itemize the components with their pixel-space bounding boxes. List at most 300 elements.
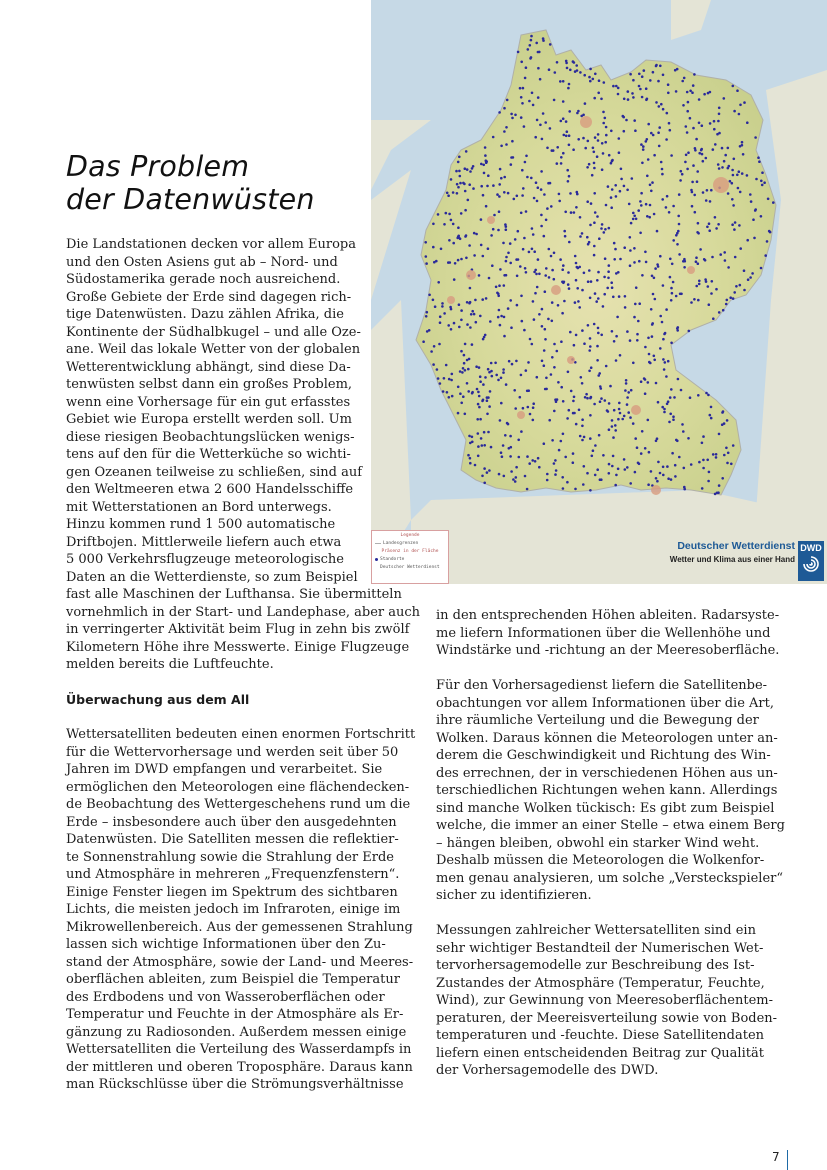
- station-dot: [478, 395, 481, 398]
- station-dot: [436, 368, 439, 371]
- station-dot: [702, 435, 705, 438]
- station-dot: [729, 296, 732, 299]
- station-dot: [648, 361, 651, 364]
- station-dot: [566, 481, 569, 484]
- station-dot: [619, 258, 622, 261]
- station-dot: [633, 247, 636, 250]
- station-dot: [505, 383, 508, 386]
- station-dot: [626, 330, 629, 333]
- station-dot: [681, 173, 684, 176]
- station-dot: [562, 400, 565, 403]
- station-dot: [514, 238, 517, 241]
- station-dot: [691, 181, 694, 184]
- station-dot: [605, 134, 608, 137]
- station-dot: [485, 205, 488, 208]
- station-dot: [669, 413, 672, 416]
- station-dot: [602, 152, 605, 155]
- station-dot: [727, 192, 730, 195]
- station-dot: [686, 110, 689, 113]
- station-dot: [634, 471, 637, 474]
- station-dot: [710, 417, 713, 420]
- station-dot: [732, 297, 735, 300]
- station-dot: [463, 183, 466, 186]
- station-dot: [553, 366, 556, 369]
- station-dot: [432, 223, 435, 226]
- station-dot: [600, 478, 603, 481]
- text-line: den Weltmeeren etwa 2 600 Handelsschiffe: [66, 482, 354, 497]
- legend-presence: Präsenz in der Fläche: [381, 549, 439, 554]
- station-dot: [458, 303, 461, 306]
- station-dot: [621, 418, 624, 421]
- station-dot: [447, 324, 450, 327]
- station-dot: [566, 417, 569, 420]
- station-dot: [565, 120, 568, 123]
- station-dot: [520, 430, 523, 433]
- station-dot: [445, 212, 448, 215]
- station-dot: [563, 134, 566, 137]
- station-dot: [526, 455, 529, 458]
- station-dot: [547, 318, 550, 321]
- station-dot: [676, 232, 679, 235]
- station-dot: [537, 457, 540, 460]
- station-dot: [499, 324, 502, 327]
- station-dot: [531, 227, 534, 230]
- station-dot: [702, 459, 705, 462]
- station-dot: [636, 339, 639, 342]
- text-line: ermöglichen den Meteorologen eine flächendecken-: [66, 779, 410, 795]
- text-line: Hinzu kommen rund 1 500 automatische: [66, 517, 336, 532]
- station-dot: [611, 425, 614, 428]
- station-dot: [618, 402, 621, 405]
- germany-station-map: [371, 0, 827, 584]
- station-dot: [562, 100, 565, 103]
- station-dot: [651, 181, 654, 184]
- station-dot: [732, 85, 735, 88]
- station-dot: [597, 374, 600, 377]
- station-dot: [456, 183, 459, 186]
- station-dot: [703, 93, 706, 96]
- station-dot: [662, 474, 665, 477]
- station-dot: [634, 303, 637, 306]
- text-line: Wolken. Daraus können die Meteorologen unter an-: [436, 730, 778, 746]
- station-dot: [589, 337, 592, 340]
- station-dot: [701, 487, 704, 490]
- station-dot: [719, 253, 722, 256]
- station-dot: [610, 162, 613, 165]
- station-dot: [627, 411, 630, 414]
- station-dot: [494, 362, 497, 365]
- station-dot: [575, 423, 578, 426]
- station-dot: [502, 242, 505, 245]
- text-line: de Beobachtung des Wettergeschehens rund um die: [66, 797, 411, 812]
- station-dot: [680, 170, 683, 173]
- station-dot: [559, 258, 562, 261]
- station-dot: [543, 235, 546, 238]
- station-dot: [659, 65, 662, 68]
- station-dot: [499, 419, 502, 422]
- station-dot: [646, 138, 649, 141]
- station-dot: [540, 170, 543, 173]
- station-dot: [670, 287, 673, 290]
- station-dot: [548, 419, 551, 422]
- station-dot: [630, 222, 633, 225]
- station-dot: [531, 248, 534, 251]
- station-dot: [533, 197, 536, 200]
- station-dot: [480, 244, 483, 247]
- station-dot: [736, 89, 739, 92]
- station-dot: [635, 286, 638, 289]
- station-dot: [638, 85, 641, 88]
- station-dot: [739, 247, 742, 250]
- station-dot: [640, 192, 643, 195]
- station-dot: [556, 162, 559, 165]
- station-dot: [560, 156, 563, 159]
- station-dot: [553, 343, 556, 346]
- station-dot: [727, 147, 730, 150]
- station-dot: [619, 354, 622, 357]
- station-dot: [525, 155, 528, 158]
- station-dot: [699, 248, 702, 251]
- station-dot: [481, 400, 484, 403]
- text-line: Wettersatelliten die Verteilung des Wasserdampfs in: [66, 1042, 412, 1057]
- station-dot: [579, 435, 582, 438]
- station-dot: [650, 190, 653, 193]
- station-dot: [666, 112, 669, 115]
- station-dot: [484, 154, 487, 157]
- station-dot: [644, 447, 647, 450]
- station-dot: [487, 174, 490, 177]
- station-dot: [556, 398, 559, 401]
- station-dot: [568, 287, 571, 290]
- station-dot: [560, 120, 563, 123]
- text-line: sind manche Wolken tückisch: Es gibt zum Beispiel: [436, 800, 775, 816]
- station-dot: [553, 278, 556, 281]
- station-dot: [569, 331, 572, 334]
- station-dot: [476, 418, 479, 421]
- station-dot: [517, 230, 520, 233]
- station-dot: [650, 308, 653, 311]
- station-dot: [647, 337, 650, 340]
- station-dot: [483, 467, 486, 470]
- text-line: des Erdbodens und von Wasseroberflächen oder: [66, 989, 385, 1005]
- station-dot: [599, 400, 602, 403]
- station-dot: [594, 136, 597, 139]
- station-dot: [597, 332, 600, 335]
- station-dot: [520, 116, 523, 119]
- station-dot: [549, 43, 552, 46]
- station-dot: [451, 395, 454, 398]
- station-dot: [581, 382, 584, 385]
- station-dot: [479, 418, 482, 421]
- station-dot: [544, 328, 547, 331]
- station-dot: [522, 407, 525, 410]
- station-dot: [707, 394, 710, 397]
- station-dot: [698, 122, 701, 125]
- station-dot: [589, 297, 592, 300]
- station-dot: [678, 193, 681, 196]
- station-dot: [452, 191, 455, 194]
- station-dot: [505, 274, 508, 277]
- station-dot: [729, 180, 732, 183]
- station-dot: [468, 435, 471, 438]
- station-dot: [497, 293, 500, 296]
- station-dot: [583, 272, 586, 275]
- station-dot: [493, 214, 496, 217]
- station-dot: [450, 328, 453, 331]
- station-dot: [467, 199, 470, 202]
- station-dot: [603, 81, 606, 84]
- station-dot: [582, 137, 585, 140]
- station-dot: [564, 211, 567, 214]
- station-dot: [687, 437, 690, 440]
- station-dot: [645, 261, 648, 264]
- station-dot: [537, 258, 540, 261]
- station-dot: [622, 116, 625, 119]
- station-dot: [464, 235, 467, 238]
- station-dot: [696, 180, 699, 183]
- station-dot: [593, 151, 596, 154]
- station-dot: [503, 316, 506, 319]
- station-dot: [549, 127, 552, 130]
- station-dot: [498, 111, 501, 114]
- station-dot: [480, 185, 483, 188]
- station-dot: [504, 223, 507, 226]
- station-dot: [669, 396, 672, 399]
- station-dot: [673, 396, 676, 399]
- dwd-logo-text: DWD: [800, 543, 822, 553]
- station-dot: [625, 382, 628, 385]
- station-dot: [683, 266, 686, 269]
- station-dot: [560, 340, 563, 343]
- station-dot: [601, 142, 604, 145]
- station-dot: [675, 90, 678, 93]
- station-dot: [514, 114, 517, 117]
- station-dot: [604, 257, 607, 260]
- station-dot: [481, 444, 484, 447]
- station-dot: [516, 275, 519, 278]
- station-dot: [497, 316, 500, 319]
- station-dot: [608, 402, 611, 405]
- station-dot: [590, 280, 593, 283]
- station-dot: [680, 389, 683, 392]
- station-dot: [458, 170, 461, 173]
- station-dot: [471, 436, 474, 439]
- station-dot: [457, 259, 460, 262]
- station-dot: [469, 287, 472, 290]
- station-dot: [566, 169, 569, 172]
- station-dot: [459, 370, 462, 373]
- station-dot: [519, 396, 522, 399]
- station-dot: [426, 311, 429, 314]
- station-dot: [612, 455, 615, 458]
- station-dot: [602, 305, 605, 308]
- station-dot: [672, 281, 675, 284]
- station-dot: [563, 230, 566, 233]
- station-dot: [588, 269, 591, 272]
- station-dot: [465, 257, 468, 260]
- station-dot: [681, 80, 684, 83]
- station-dot: [506, 422, 509, 425]
- station-dot: [546, 473, 549, 476]
- station-dot: [678, 456, 681, 459]
- station-dot: [708, 229, 711, 232]
- station-dot: [527, 48, 530, 51]
- station-dot: [553, 462, 556, 465]
- left-column: [66, 236, 420, 1094]
- legend-sites-label-2: Deutscher Wetterdienst: [380, 565, 440, 570]
- station-dot: [536, 286, 539, 289]
- station-dot: [610, 196, 613, 199]
- station-dot: [537, 186, 540, 189]
- station-dot: [437, 213, 440, 216]
- station-dot: [568, 175, 571, 178]
- station-dot: [426, 330, 429, 333]
- station-dot: [702, 160, 705, 163]
- station-dot: [447, 194, 450, 197]
- station-dot: [565, 135, 568, 138]
- station-dot: [715, 288, 718, 291]
- station-dot: [668, 211, 671, 214]
- station-dot: [466, 168, 469, 171]
- station-dot: [590, 202, 593, 205]
- station-dot: [690, 301, 693, 304]
- station-dot: [424, 241, 427, 244]
- station-dot: [557, 304, 560, 307]
- station-dot: [739, 191, 742, 194]
- station-dot: [453, 322, 456, 325]
- station-dot: [464, 413, 467, 416]
- station-dot: [606, 409, 609, 412]
- station-dot: [640, 452, 643, 455]
- text-line: stand der Atmosphäre, sowie der Land- und Meeres-: [66, 954, 414, 970]
- station-dot: [466, 382, 469, 385]
- text-line: Wetterentwicklung abhängt, sind diese Da-: [66, 359, 351, 375]
- station-dot: [467, 454, 470, 457]
- station-dot: [651, 275, 654, 278]
- station-dot: [668, 122, 671, 125]
- station-dot: [524, 77, 527, 80]
- station-dot: [656, 480, 659, 483]
- text-line: fast alle Maschinen der Lufthansa. Sie übermitteln: [66, 587, 402, 602]
- station-dot: [488, 405, 491, 408]
- station-dot: [547, 182, 550, 185]
- right-paragraph-3: [436, 922, 785, 1080]
- station-dot: [624, 389, 627, 392]
- station-dot: [608, 463, 611, 466]
- station-dot: [546, 207, 549, 210]
- station-dot: [573, 396, 576, 399]
- station-dot: [535, 273, 538, 276]
- station-dot: [468, 244, 471, 247]
- station-dot: [515, 258, 518, 261]
- text-line: Erde – insbesondere auch über den ausgedehnten: [66, 814, 397, 830]
- station-dot: [611, 188, 614, 191]
- station-dot: [600, 397, 603, 400]
- station-dot: [542, 112, 545, 115]
- station-dot: [492, 228, 495, 231]
- station-dot: [653, 213, 656, 216]
- station-dot: [613, 340, 616, 343]
- station-dot: [521, 320, 524, 323]
- station-dot: [647, 123, 650, 126]
- text-line: Südostamerika gerade noch ausreichend.: [66, 272, 341, 287]
- station-dot: [528, 251, 531, 254]
- station-dot: [441, 305, 444, 308]
- station-dot: [526, 488, 529, 491]
- station-dot: [743, 101, 746, 104]
- station-dot: [733, 291, 736, 294]
- station-dot: [706, 226, 709, 229]
- station-dot: [677, 378, 680, 381]
- station-dot: [587, 243, 590, 246]
- station-dot: [661, 173, 664, 176]
- station-dot: [655, 477, 658, 480]
- station-dot: [583, 74, 586, 77]
- station-dot: [510, 113, 513, 116]
- station-dot: [477, 445, 480, 448]
- station-dot: [507, 307, 510, 310]
- station-dot: [454, 262, 457, 265]
- station-dot: [718, 433, 721, 436]
- text-line: vornehmlich in der Start- und Landephase, aber auch: [66, 604, 421, 620]
- station-dot: [556, 350, 559, 353]
- station-dot: [452, 242, 455, 245]
- station-dot: [505, 143, 508, 146]
- station-dot: [443, 223, 446, 226]
- station-dot: [498, 183, 501, 186]
- station-dot: [464, 209, 467, 212]
- station-dot: [551, 356, 554, 359]
- station-dot: [515, 476, 518, 479]
- text-line: lassen sich wichtige Informationen über den Zu-: [66, 937, 386, 952]
- station-dot: [608, 227, 611, 230]
- station-dot: [562, 152, 565, 155]
- station-dot: [588, 163, 591, 166]
- station-dot: [753, 237, 756, 240]
- station-dot: [587, 140, 590, 143]
- station-dot: [701, 442, 704, 445]
- station-dot: [503, 335, 506, 338]
- station-dot: [685, 125, 688, 128]
- station-dot: [691, 91, 694, 94]
- station-dot: [735, 285, 738, 288]
- text-line: – hängen bleiben, obwohl ein starker Wind weht.: [436, 835, 760, 851]
- station-dot: [434, 305, 437, 308]
- station-dot: [739, 284, 742, 287]
- station-dot: [645, 87, 648, 90]
- station-dot: [578, 306, 581, 309]
- station-dot: [483, 444, 486, 447]
- station-dot: [696, 170, 699, 173]
- station-dot: [566, 130, 569, 133]
- station-dot: [500, 177, 503, 180]
- station-dot: [605, 204, 608, 207]
- station-dot: [540, 214, 543, 217]
- station-dot: [562, 487, 565, 490]
- station-dot: [665, 308, 668, 311]
- station-dot: [497, 229, 500, 232]
- station-dot: [490, 234, 493, 237]
- station-dot: [587, 324, 590, 327]
- station-dot: [513, 198, 516, 201]
- station-dot: [502, 371, 505, 374]
- station-dot: [708, 303, 711, 306]
- station-dot: [613, 258, 616, 261]
- station-dot: [732, 204, 735, 207]
- station-dot: [764, 254, 767, 257]
- station-dot: [654, 267, 657, 270]
- text-line: Zustandes der Atmosphäre (Temperatur, Feuchte,: [436, 975, 765, 991]
